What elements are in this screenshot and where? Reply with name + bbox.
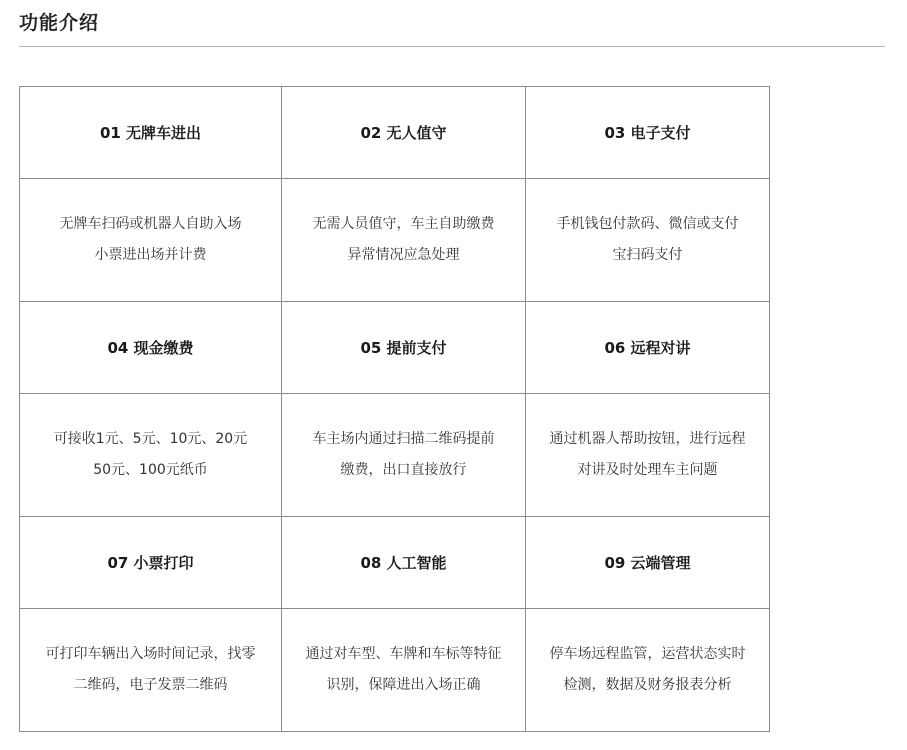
desc-line: 可接收1元、5元、10元、20元 — [53, 431, 248, 447]
feature-title-unattended: 02 无人值守 — [282, 87, 526, 179]
feature-desc-ticket-print — [20, 609, 282, 732]
feature-desc-ai — [282, 609, 526, 732]
feature-title-ticket-print: 07 小票打印 — [20, 517, 282, 609]
feature-desc-e-payment — [526, 179, 770, 302]
feature-title-prepay: 05 提前支付 — [282, 302, 526, 394]
desc-line: 缴费，出口直接放行 — [340, 462, 467, 478]
feature-title-row — [20, 87, 770, 179]
desc-line: 手机钱包付款码、微信或支付 — [556, 216, 739, 232]
feature-desc-cloud — [526, 609, 770, 732]
feature-title-e-payment: 03 电子支付 — [526, 87, 770, 179]
desc-line: 识别，保障进出入场正确 — [326, 677, 481, 693]
feature-desc-prepay — [282, 394, 526, 517]
feature-desc-no-plate — [20, 179, 282, 302]
feature-title-cash: 04 现金缴费 — [20, 302, 282, 394]
desc-line: 小票进出场并计费 — [94, 247, 207, 263]
feature-desc-row — [20, 394, 770, 517]
title-divider — [19, 46, 885, 47]
desc-line: 可打印车辆出入场时间记录，找零 — [45, 646, 256, 662]
feature-title-cloud: 09 云端管理 — [526, 517, 770, 609]
desc-line: 二维码，电子发票二维码 — [73, 677, 228, 693]
feature-desc-unattended — [282, 179, 526, 302]
desc-line: 对讲及时处理车主问题 — [577, 462, 718, 478]
desc-line: 无牌车扫码或机器人自助入场 — [59, 216, 242, 232]
feature-table — [19, 86, 770, 732]
feature-title-row — [20, 302, 770, 394]
feature-title-row — [20, 517, 770, 609]
feature-title-intercom: 06 远程对讲 — [526, 302, 770, 394]
desc-line: 车主场内通过扫描二维码提前 — [312, 431, 495, 447]
desc-line: 异常情况应急处理 — [347, 247, 460, 263]
feature-title-no-plate: 01 无牌车进出 — [20, 87, 282, 179]
feature-desc-cash — [20, 394, 282, 517]
desc-line: 通过对车型、车牌和车标等特征 — [305, 646, 502, 662]
desc-line: 宝扫码支付 — [612, 247, 683, 263]
feature-desc-row — [20, 179, 770, 302]
feature-title-ai: 08 人工智能 — [282, 517, 526, 609]
desc-line: 无需人员值守，车主自助缴费 — [312, 216, 495, 232]
desc-line: 检测，数据及财务报表分析 — [563, 677, 732, 693]
desc-line: 停车场远程监管，运营状态实时 — [549, 646, 746, 662]
desc-line: 通过机器人帮助按钮，进行远程 — [549, 431, 746, 447]
feature-desc-row — [20, 609, 770, 732]
feature-desc-intercom — [526, 394, 770, 517]
desc-line: 50元、100元纸币 — [93, 462, 208, 478]
section-title: 功能介绍 — [19, 12, 100, 34]
